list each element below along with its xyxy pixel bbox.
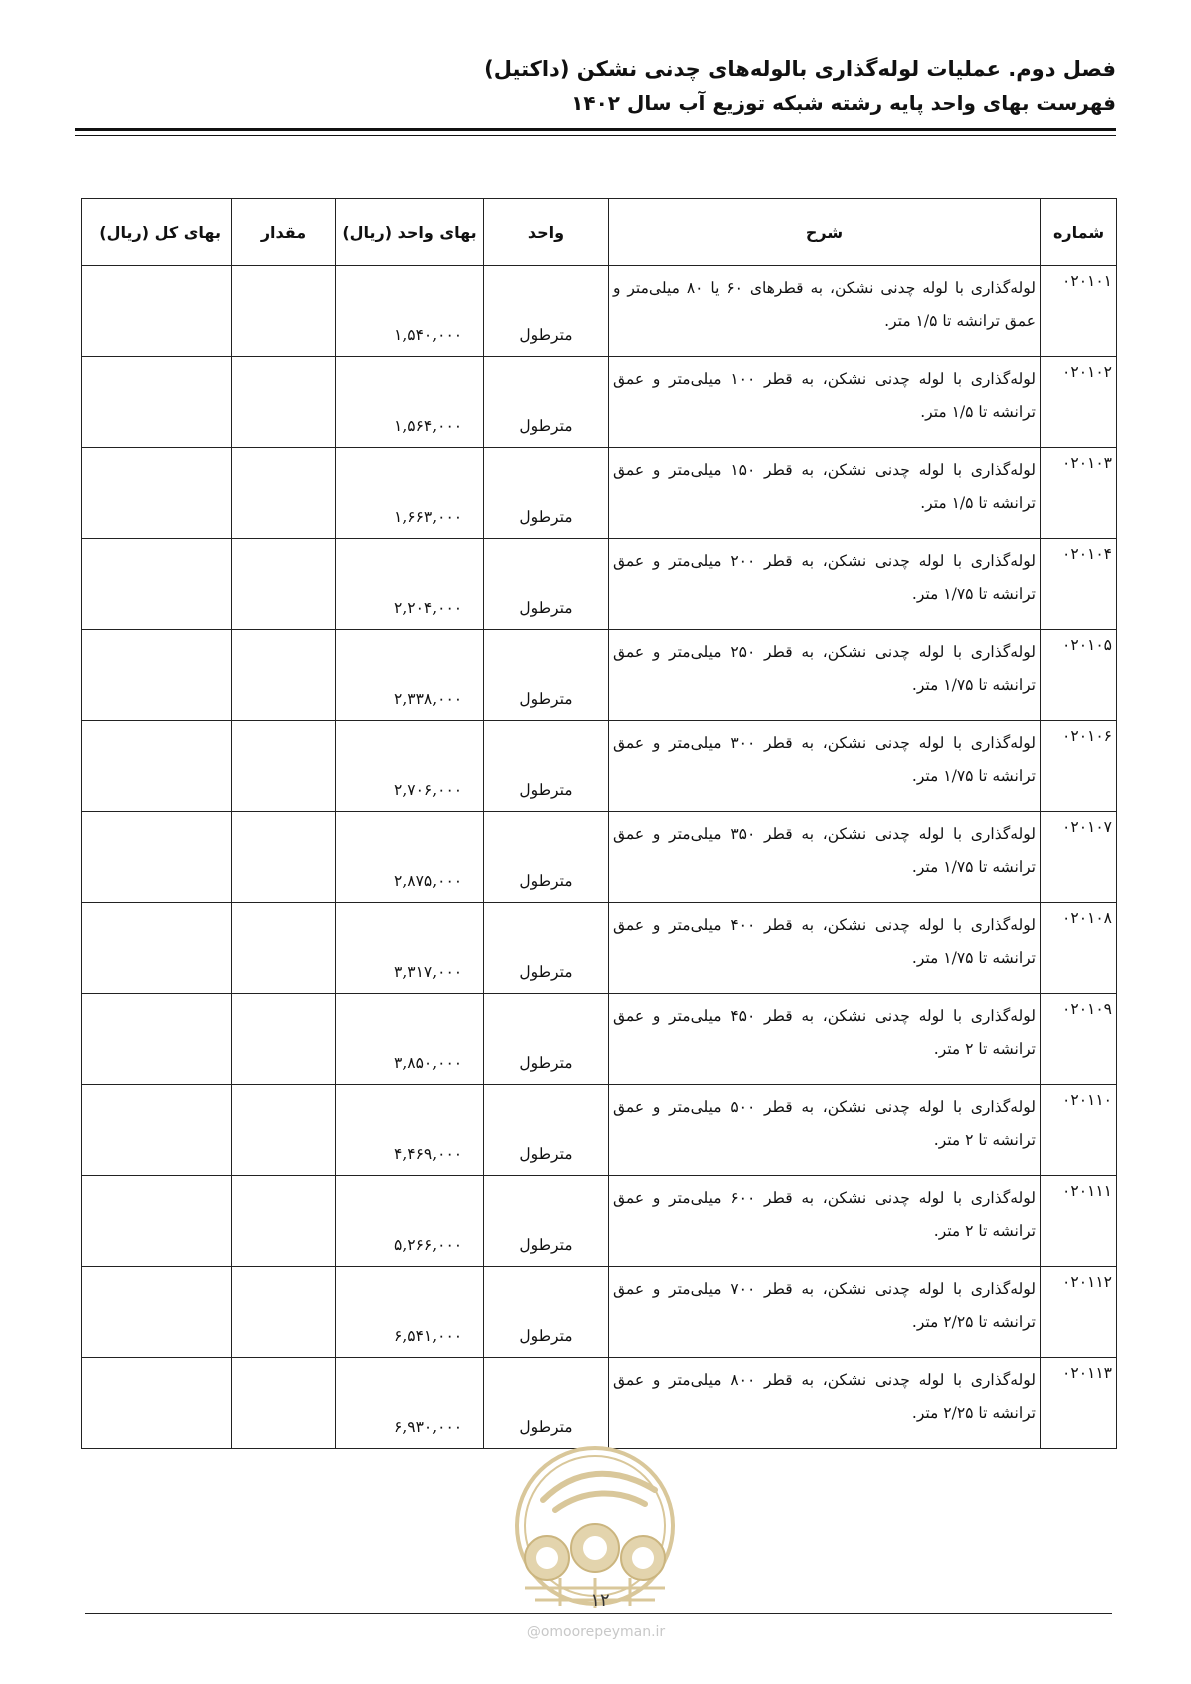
item-unit-price-cell: ۲,۷۰۶,۰۰۰ <box>336 721 484 812</box>
item-unit-price-cell: ۶,۵۴۱,۰۰۰ <box>336 1267 484 1358</box>
item-unit-cell: مترطول <box>484 994 609 1085</box>
item-quantity-cell <box>232 812 336 903</box>
item-unit-price-cell: ۳,۳۱۷,۰۰۰ <box>336 903 484 994</box>
item-description-cell: لوله‌گذاری با لوله چدنی نشکن، به قطر ۶۰۰ میلی‌متر و عمق ترانشه تا ۲ متر. <box>609 1176 1041 1267</box>
price-table <box>81 198 1117 1449</box>
item-code-cell: ۰۲۰۱۰۹ <box>1041 994 1117 1085</box>
item-quantity-cell <box>232 448 336 539</box>
item-total-price-cell <box>82 721 232 812</box>
item-total-price-cell <box>82 1085 232 1176</box>
item-unit-cell: مترطول <box>484 266 609 357</box>
item-quantity-cell <box>232 1085 336 1176</box>
item-unit-price-cell: ۲,۳۳۸,۰۰۰ <box>336 630 484 721</box>
table-row <box>82 266 1117 357</box>
column-header-unit: واحد <box>484 199 609 266</box>
item-total-price-cell <box>82 812 232 903</box>
column-header-code: شماره <box>1041 199 1117 266</box>
table-row <box>82 1176 1117 1267</box>
item-total-price-cell <box>82 448 232 539</box>
item-total-price-cell <box>82 1267 232 1358</box>
table-row <box>82 721 1117 812</box>
table-row <box>82 630 1117 721</box>
table-row <box>82 448 1117 539</box>
watermark-url: @omoorepeyman.ir <box>526 1624 666 1640</box>
column-header-total-price: بهای کل (ریال) <box>82 199 232 266</box>
price-table-header <box>82 199 1117 266</box>
item-total-price-cell <box>82 1176 232 1267</box>
item-unit-cell: مترطول <box>484 1176 609 1267</box>
item-code-cell: ۰۲۰۱۰۷ <box>1041 812 1117 903</box>
item-unit-price-cell: ۲,۸۷۵,۰۰۰ <box>336 812 484 903</box>
table-row <box>82 994 1117 1085</box>
column-header-unit-price: بهای واحد (ریال) <box>336 199 484 266</box>
item-unit-cell: مترطول <box>484 357 609 448</box>
item-quantity-cell <box>232 630 336 721</box>
table-row <box>82 1267 1117 1358</box>
item-code-cell: ۰۲۰۱۰۱ <box>1041 266 1117 357</box>
item-code-cell: ۰۲۰۱۱۱ <box>1041 1176 1117 1267</box>
item-code-cell: ۰۲۰۱۱۰ <box>1041 1085 1117 1176</box>
item-description-cell: لوله‌گذاری با لوله چدنی نشکن، به قطر ۲۰۰ میلی‌متر و عمق ترانشه تا ۱/۷۵ متر. <box>609 539 1041 630</box>
item-unit-price-cell: ۱,۵۶۴,۰۰۰ <box>336 357 484 448</box>
item-quantity-cell <box>232 1267 336 1358</box>
item-description-cell: لوله‌گذاری با لوله چدنی نشکن، به قطر ۱۰۰ میلی‌متر و عمق ترانشه تا ۱/۵ متر. <box>609 357 1041 448</box>
item-quantity-cell <box>232 903 336 994</box>
page-number: ۱۲ <box>590 1590 610 1611</box>
item-quantity-cell <box>232 721 336 812</box>
item-description-cell: لوله‌گذاری با لوله چدنی نشکن، به قطر ۳۵۰ میلی‌متر و عمق ترانشه تا ۱/۷۵ متر. <box>609 812 1041 903</box>
item-unit-cell: مترطول <box>484 448 609 539</box>
header-rule-thick <box>75 128 1116 131</box>
item-unit-price-cell: ۴,۴۶۹,۰۰۰ <box>336 1085 484 1176</box>
column-header-quantity: مقدار <box>232 199 336 266</box>
item-quantity-cell <box>232 266 336 357</box>
item-description-cell: لوله‌گذاری با لوله چدنی نشکن، به قطر ۴۵۰ میلی‌متر و عمق ترانشه تا ۲ متر. <box>609 994 1041 1085</box>
item-unit-price-cell: ۱,۵۴۰,۰۰۰ <box>336 266 484 357</box>
item-description-cell: لوله‌گذاری با لوله چدنی نشکن، به قطر ۲۵۰ میلی‌متر و عمق ترانشه تا ۱/۷۵ متر. <box>609 630 1041 721</box>
item-description-cell: لوله‌گذاری با لوله چدنی نشکن، به قطر ۸۰۰ میلی‌متر و عمق ترانشه تا ۲/۲۵ متر. <box>609 1358 1041 1449</box>
item-description-cell: لوله‌گذاری با لوله چدنی نشکن، به قطر ۴۰۰ میلی‌متر و عمق ترانشه تا ۱/۷۵ متر. <box>609 903 1041 994</box>
item-total-price-cell <box>82 539 232 630</box>
chapter-title: فصل دوم. عملیات لوله‌گذاری بالوله‌های چدنی نشکن (داکتیل) <box>484 57 1116 81</box>
item-quantity-cell <box>232 994 336 1085</box>
item-unit-cell: مترطول <box>484 812 609 903</box>
item-unit-price-cell: ۲,۲۰۴,۰۰۰ <box>336 539 484 630</box>
item-unit-cell: مترطول <box>484 1085 609 1176</box>
item-unit-price-cell: ۱,۶۶۳,۰۰۰ <box>336 448 484 539</box>
table-row <box>82 539 1117 630</box>
item-description-cell: لوله‌گذاری با لوله چدنی نشکن، به قطر ۳۰۰ میلی‌متر و عمق ترانشه تا ۱/۷۵ متر. <box>609 721 1041 812</box>
item-unit-price-cell: ۶,۹۳۰,۰۰۰ <box>336 1358 484 1449</box>
item-code-cell: ۰۲۰۱۰۲ <box>1041 357 1117 448</box>
item-code-cell: ۰۲۰۱۱۲ <box>1041 1267 1117 1358</box>
item-description-cell: لوله‌گذاری با لوله چدنی نشکن، به قطر ۱۵۰ میلی‌متر و عمق ترانشه تا ۱/۵ متر. <box>609 448 1041 539</box>
item-unit-price-cell: ۵,۲۶۶,۰۰۰ <box>336 1176 484 1267</box>
item-total-price-cell <box>82 994 232 1085</box>
table-row <box>82 1085 1117 1176</box>
item-code-cell: ۰۲۰۱۰۸ <box>1041 903 1117 994</box>
item-total-price-cell <box>82 266 232 357</box>
item-unit-cell: مترطول <box>484 539 609 630</box>
item-unit-cell: مترطول <box>484 1358 609 1449</box>
item-code-cell: ۰۲۰۱۱۳ <box>1041 1358 1117 1449</box>
item-total-price-cell <box>82 903 232 994</box>
column-header-description: شرح <box>609 199 1041 266</box>
price-table-body <box>82 266 1117 1449</box>
item-quantity-cell <box>232 1358 336 1449</box>
table-row <box>82 903 1117 994</box>
item-unit-cell: مترطول <box>484 1267 609 1358</box>
item-quantity-cell <box>232 539 336 630</box>
table-row <box>82 812 1117 903</box>
item-unit-cell: مترطول <box>484 630 609 721</box>
item-quantity-cell <box>232 1176 336 1267</box>
item-description-cell: لوله‌گذاری با لوله چدنی نشکن، به قطرهای ۶۰ یا ۸۰ میلی‌متر و عمق ترانشه تا ۱/۵ متر. <box>609 266 1041 357</box>
item-total-price-cell <box>82 357 232 448</box>
item-description-cell: لوله‌گذاری با لوله چدنی نشکن، به قطر ۵۰۰ میلی‌متر و عمق ترانشه تا ۲ متر. <box>609 1085 1041 1176</box>
item-total-price-cell <box>82 630 232 721</box>
table-row <box>82 1358 1117 1449</box>
item-unit-cell: مترطول <box>484 903 609 994</box>
item-code-cell: ۰۲۰۱۰۵ <box>1041 630 1117 721</box>
item-total-price-cell <box>82 1358 232 1449</box>
footer-rule <box>85 1613 1112 1614</box>
item-quantity-cell <box>232 357 336 448</box>
page-header <box>76 52 1116 120</box>
item-unit-price-cell: ۳,۸۵۰,۰۰۰ <box>336 994 484 1085</box>
price-list-title: فهرست بهای واحد پایه رشته شبکه توزیع آب سال ۱۴۰۲ <box>571 91 1116 115</box>
header-rule-thin <box>75 135 1116 136</box>
table-row <box>82 357 1117 448</box>
item-code-cell: ۰۲۰۱۰۴ <box>1041 539 1117 630</box>
item-description-cell: لوله‌گذاری با لوله چدنی نشکن، به قطر ۷۰۰ میلی‌متر و عمق ترانشه تا ۲/۲۵ متر. <box>609 1267 1041 1358</box>
item-unit-cell: مترطول <box>484 721 609 812</box>
item-code-cell: ۰۲۰۱۰۳ <box>1041 448 1117 539</box>
item-code-cell: ۰۲۰۱۰۶ <box>1041 721 1117 812</box>
